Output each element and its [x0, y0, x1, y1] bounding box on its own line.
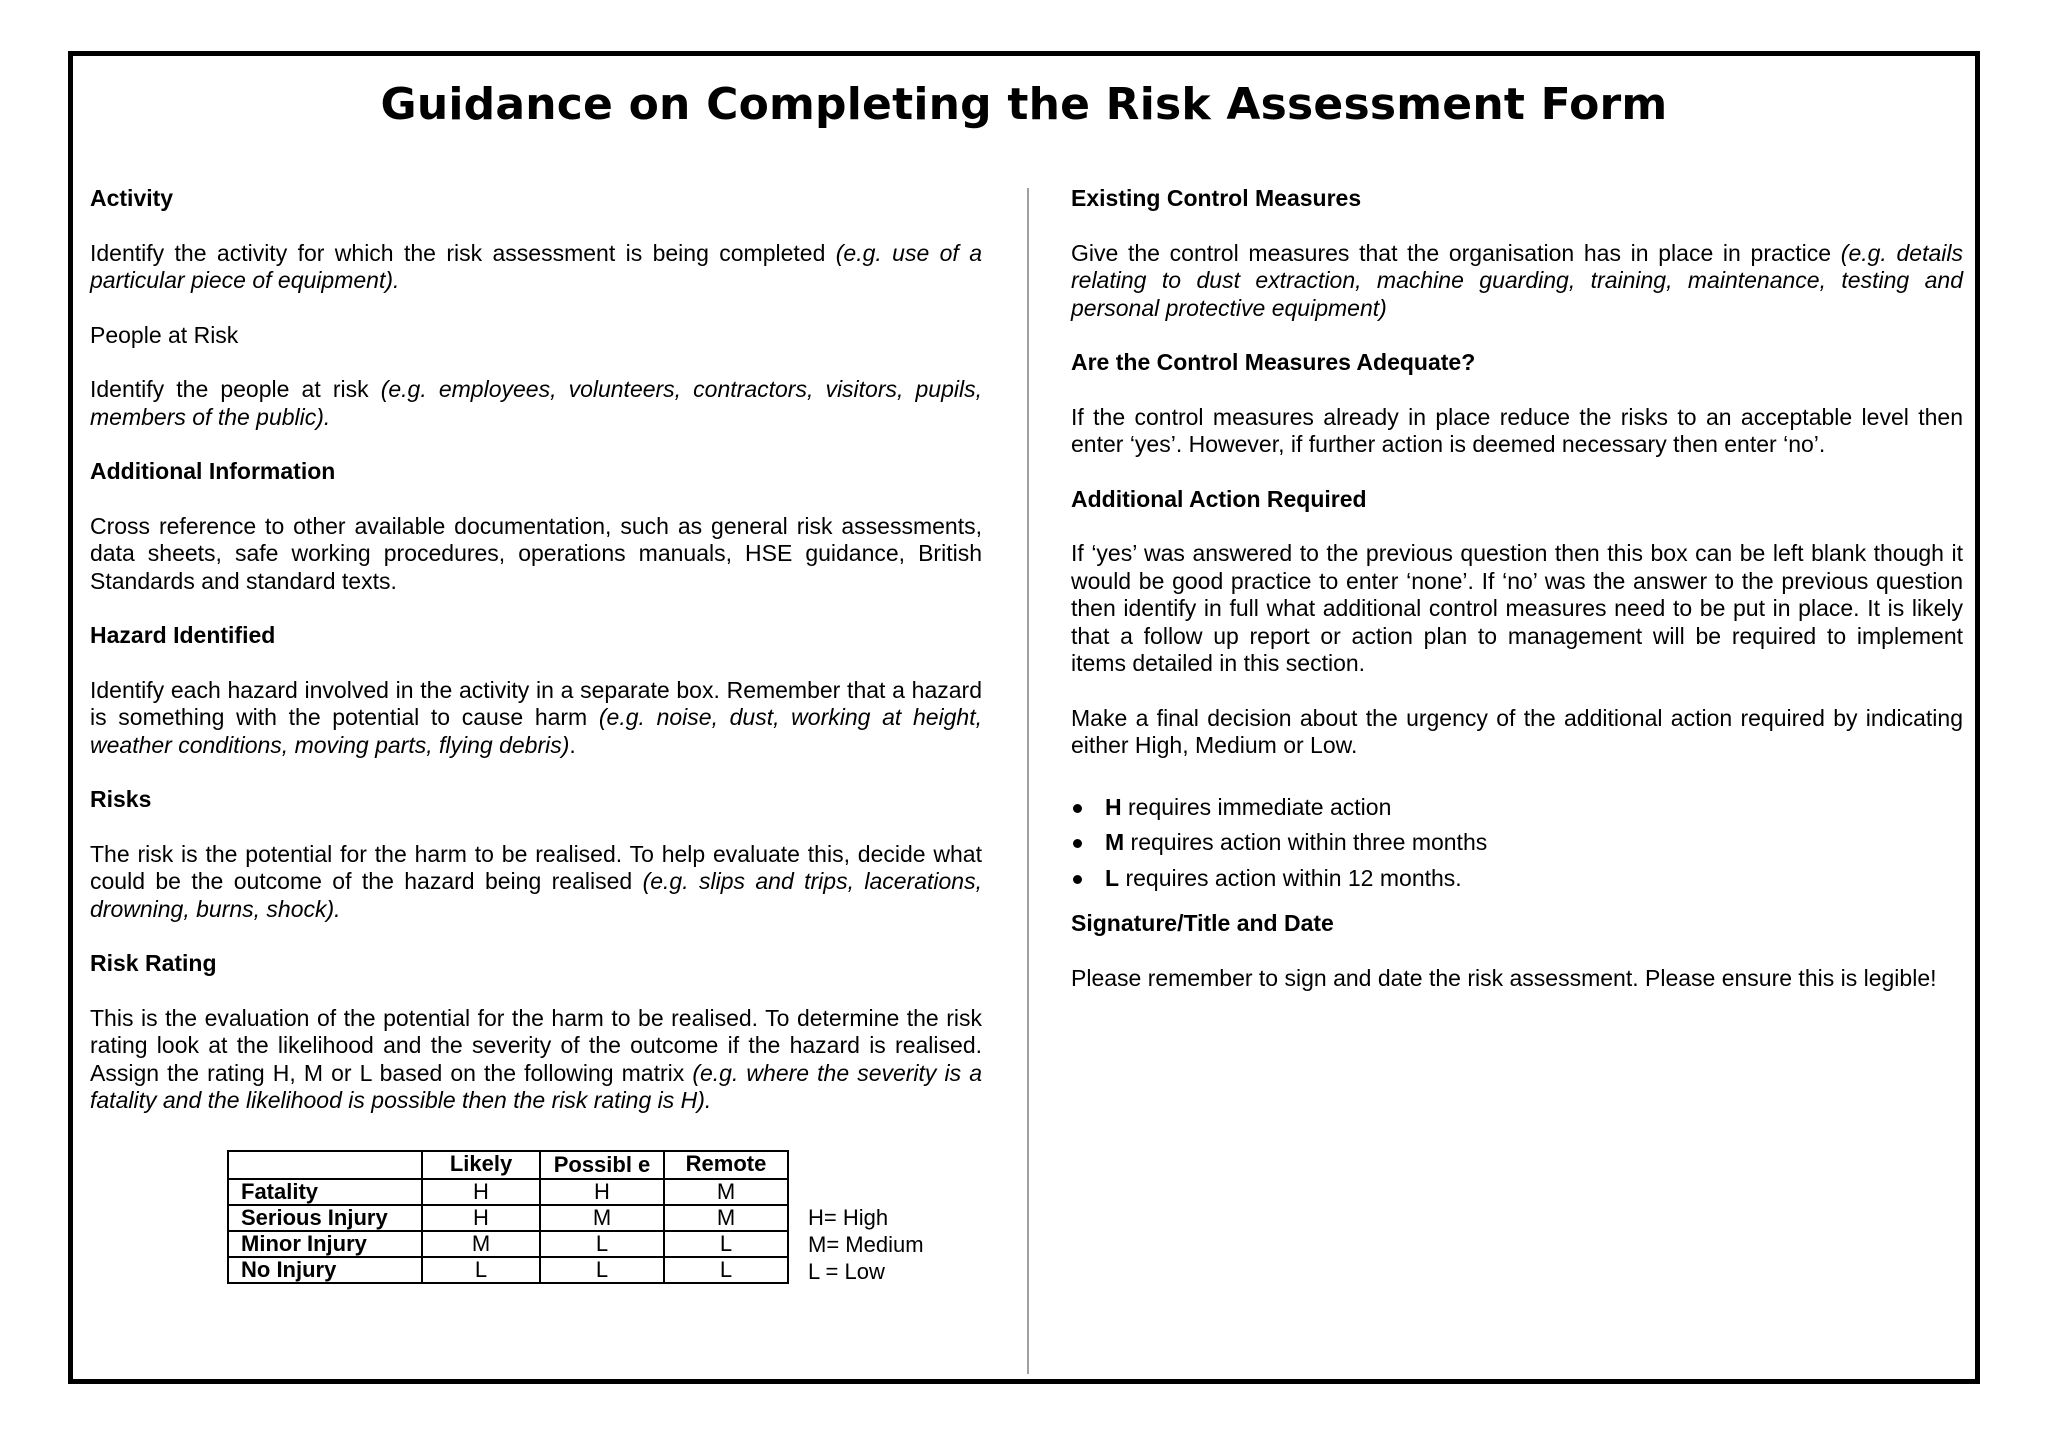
- urgency-item-low: [1071, 865, 1963, 893]
- matrix-row-header: Fatality: [228, 1179, 422, 1205]
- matrix-row: [228, 1231, 788, 1257]
- risk-matrix-table: [227, 1150, 789, 1284]
- people-body: Identify the people at risk: [90, 376, 381, 402]
- matrix-corner-cell: [228, 1151, 422, 1179]
- adequate-heading: Are the Control Measures Adequate?: [1071, 349, 1476, 375]
- matrix-cell: M: [422, 1231, 540, 1257]
- risks-example: (e.g. slips and trips, lacerations, drowning, burns, shock).: [90, 868, 982, 922]
- legend-high: H= High: [808, 1205, 889, 1230]
- hazard-example: (e.g. noise, dust, working at height, weather conditions, moving parts, flying debris): [90, 704, 982, 758]
- adequate-text: If the control measures already in place reduce the risks to an acceptable level then enter ‘yes’. However, if further action is deemed necessary then enter ‘no’.: [1071, 403, 1963, 457]
- additional-info-heading: Additional Information: [90, 458, 336, 484]
- risk-matrix: [227, 1150, 789, 1284]
- legend-low: L = Low: [808, 1259, 885, 1284]
- risks-text: [90, 841, 982, 924]
- activity-text: [90, 240, 982, 295]
- urgency-item-high: [1071, 794, 1963, 822]
- activity-heading: Activity: [90, 185, 174, 211]
- matrix-row: [228, 1257, 788, 1283]
- risks-body: The risk is the potential for the harm to be realised. To help evaluate this, decide what could be the outcome of the hazard being realised: [90, 840, 982, 894]
- matrix-cell: L: [540, 1257, 664, 1283]
- activity-example: (e.g. use of a particular piece of equipment).: [90, 239, 982, 293]
- matrix-cell: M: [540, 1205, 664, 1231]
- people-text: [90, 376, 982, 431]
- column-divider: [1027, 188, 1029, 1374]
- matrix-row: [228, 1179, 788, 1205]
- matrix-row: [228, 1205, 788, 1231]
- urgency-item-medium: [1071, 829, 1963, 857]
- matrix-header-row: [228, 1151, 788, 1179]
- matrix-col-header: Possibl e: [540, 1151, 664, 1179]
- matrix-legend: [808, 1204, 924, 1285]
- urgency-key: H: [1105, 793, 1122, 820]
- decision-text: Make a final decision about the urgency of the additional action required by indicating either High, Medium or Low.: [1071, 704, 1963, 758]
- additional-info-text: Cross reference to other available documentation, such as general risk assessments, data sheets, safe working procedures, operations manuals, HSE guidance, British Standards and standard texts.: [90, 512, 982, 594]
- signature-heading: Signature/Title and Date: [1071, 910, 1334, 936]
- matrix-row-header: Serious Injury: [228, 1205, 422, 1231]
- urgency-key: M: [1105, 829, 1125, 855]
- hazard-body: Identify each hazard involved in the activity in a separate box. Remember that a hazard is something with the potential to cause harm: [90, 676, 982, 730]
- matrix-cell: H: [540, 1179, 664, 1205]
- matrix-cell: L: [540, 1231, 664, 1257]
- people-heading: People at Risk: [90, 321, 239, 348]
- matrix-cell: L: [664, 1231, 788, 1257]
- risk-rating-example: (e.g. where the severity is a fatality and the likelihood is possible then the risk rating is H).: [90, 1059, 982, 1113]
- hazard-text: [90, 677, 982, 760]
- people-example: (e.g. employees, volunteers, contractors, visitors, pupils, members of the public).: [90, 376, 982, 430]
- matrix-col-header: Remote: [664, 1151, 788, 1179]
- urgency-text: requires action within three months: [1124, 829, 1488, 855]
- risks-heading: Risks: [90, 786, 152, 812]
- existing-controls-heading: Existing Control Measures: [1071, 185, 1362, 211]
- risk-rating-text: [90, 1005, 982, 1115]
- existing-controls-text: [1071, 240, 1963, 323]
- urgency-text: requires action within 12 months.: [1119, 864, 1462, 891]
- urgency-text: requires immediate action: [1121, 793, 1392, 820]
- matrix-cell: M: [664, 1179, 788, 1205]
- risk-rating-heading: Risk Rating: [90, 950, 217, 976]
- urgency-key: L: [1105, 864, 1120, 891]
- urgency-list: [1071, 794, 1963, 893]
- left-column: [90, 185, 982, 1142]
- risk-rating-body: This is the evaluation of the potential for the harm to be realised. To determine the risk rating look at the likelihood and the severity of the outcome if the hazard is realised. Assign the rating H, M or L based on the following matrix: [90, 1004, 982, 1086]
- activity-body: Identify the activity for which the risk assessment is being completed: [90, 239, 836, 266]
- page-title: Guidance on Completing the Risk Assessment Form: [380, 79, 1668, 130]
- additional-action-text: If ‘yes’ was answered to the previous question then this box can be left blank though it would be good practice to enter ‘none’. If ‘no’ was the answer to the previous question then identify in full what additional control measures need to be put in place. It is likely that a follow up report or action plan to management will be required to implement items detailed in this section.: [1071, 540, 1963, 676]
- additional-action-heading: Additional Action Required: [1071, 485, 1367, 512]
- right-column: [1071, 185, 1963, 1019]
- matrix-cell: L: [664, 1257, 788, 1283]
- existing-controls-example: (e.g. details relating to dust extraction, machine guarding, training, maintenance, testing and personal protective equipment): [1071, 239, 1963, 321]
- legend-medium: M= Medium: [808, 1232, 924, 1257]
- matrix-row-header: No Injury: [228, 1257, 422, 1283]
- matrix-row-header: Minor Injury: [228, 1231, 422, 1257]
- matrix-col-header: Likely: [422, 1151, 540, 1179]
- matrix-cell: H: [422, 1205, 540, 1231]
- existing-controls-body: Give the control measures that the organisation has in place in practice: [1071, 239, 1841, 266]
- matrix-cell: L: [422, 1257, 540, 1283]
- hazard-end: .: [569, 731, 576, 758]
- matrix-cell: M: [664, 1205, 788, 1231]
- signature-text: Please remember to sign and date the risk assessment. Please ensure this is legible!: [1071, 964, 1937, 991]
- hazard-heading: Hazard Identified: [90, 622, 276, 648]
- matrix-cell: H: [422, 1179, 540, 1205]
